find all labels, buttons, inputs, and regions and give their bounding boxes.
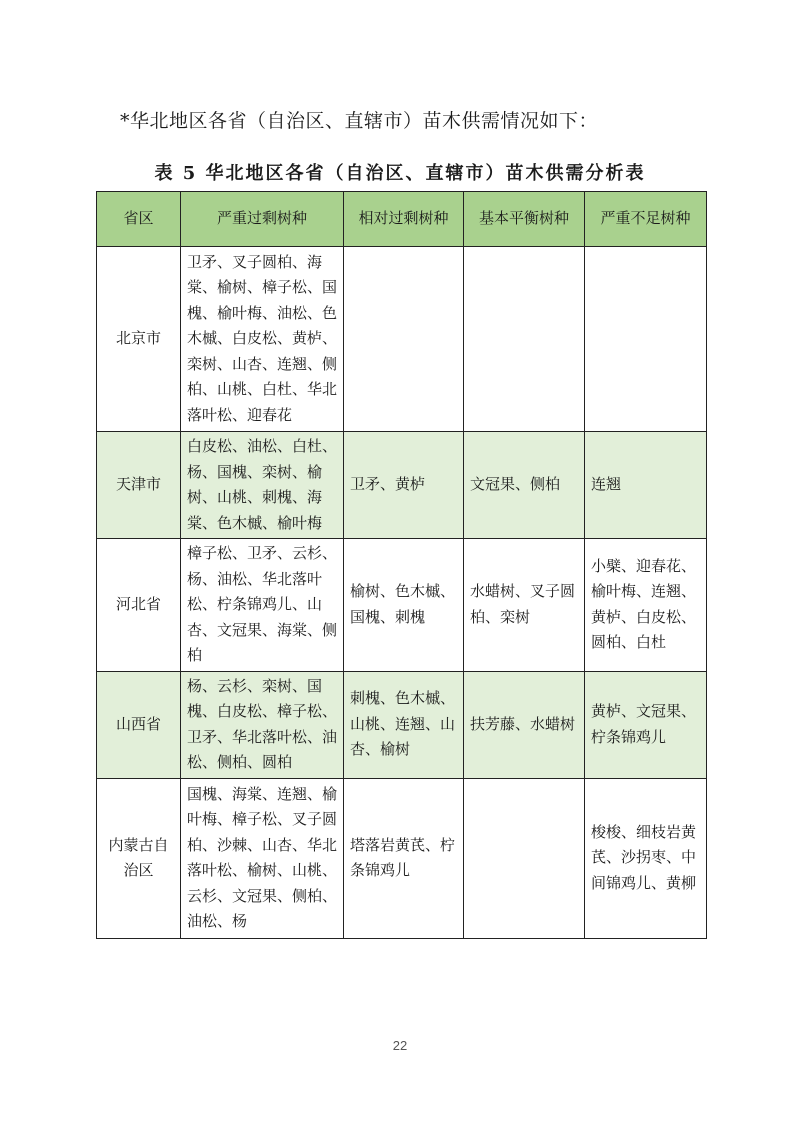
supply-demand-table [96,191,707,939]
cell-province: 山西省 [97,671,181,778]
header-relative-surplus: 相对过剩树种 [344,192,464,247]
cell-relative-surplus: 塔落岩黄芪、柠条锦鸡儿 [344,778,464,938]
intro-paragraph: *华北地区各省（自治区、直辖市）苗木供需情况如下： [120,110,599,132]
cell-balanced [464,247,585,432]
cell-relative-surplus: 刺槐、色木槭、山桃、连翘、山杏、榆树 [344,671,464,778]
cell-balanced [464,778,585,938]
table-row [97,778,707,938]
cell-severe-shortage: 梭梭、细枝岩黄芪、沙拐枣、中间锦鸡儿、黄柳 [585,778,707,938]
cell-severe-surplus: 国槐、海棠、连翘、榆叶梅、樟子松、叉子圆柏、沙棘、山杏、华北落叶松、榆树、山桃、云杉、文冠果、侧柏、油松、杨 [181,778,344,938]
table-row [97,671,707,778]
cell-severe-shortage: 小檗、迎春花、榆叶梅、连翘、黄栌、白皮松、圆柏、白杜 [585,539,707,672]
table-row [97,247,707,432]
cell-province: 北京市 [97,247,181,432]
cell-province: 河北省 [97,539,181,672]
header-balanced: 基本平衡树种 [464,192,585,247]
table-row [97,539,707,672]
cell-balanced: 水蜡树、叉子圆柏、栾树 [464,539,585,672]
cell-relative-surplus: 榆树、色木槭、国槐、刺槐 [344,539,464,672]
header-severe-surplus: 严重过剩树种 [181,192,344,247]
cell-severe-surplus: 白皮松、油松、白杜、杨、国槐、栾树、榆树、山桃、刺槐、海棠、色木槭、榆叶梅 [181,432,344,539]
cell-severe-shortage: 连翘 [585,432,707,539]
cell-severe-shortage [585,247,707,432]
cell-balanced: 文冠果、侧柏 [464,432,585,539]
cell-province: 内蒙古自治区 [97,778,181,938]
cell-severe-surplus: 樟子松、卫矛、云杉、杨、油松、华北落叶松、柠条锦鸡儿、山杏、文冠果、海棠、侧柏 [181,539,344,672]
table-caption: 表 5 华北地区各省（自治区、直辖市）苗木供需分析表 [154,163,646,184]
header-province: 省区 [97,192,181,247]
cell-relative-surplus [344,247,464,432]
cell-severe-surplus: 卫矛、叉子圆柏、海棠、榆树、樟子松、国槐、榆叶梅、油松、色木槭、白皮松、黄栌、栾树、山杏、连翘、侧柏、山桃、白杜、华北落叶松、迎春花 [181,247,344,432]
cell-severe-shortage: 黄栌、文冠果、柠条锦鸡儿 [585,671,707,778]
page-number: 22 [392,1038,408,1053]
cell-severe-surplus: 杨、云杉、栾树、国槐、白皮松、樟子松、卫矛、华北落叶松、油松、侧柏、圆柏 [181,671,344,778]
table-header-row [97,192,707,247]
cell-province: 天津市 [97,432,181,539]
header-severe-shortage: 严重不足树种 [585,192,707,247]
table-row [97,432,707,539]
cell-relative-surplus: 卫矛、黄栌 [344,432,464,539]
cell-balanced: 扶芳藤、水蜡树 [464,671,585,778]
